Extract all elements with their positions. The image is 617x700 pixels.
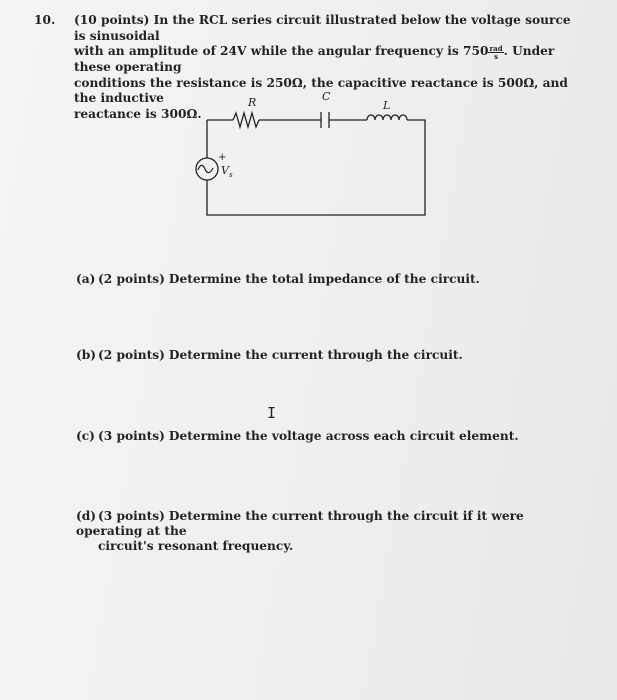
question-c-points: (3 points): [98, 429, 165, 443]
units-fraction: [488, 45, 503, 60]
problem-line-4: reactance is 300Ω.: [74, 106, 202, 121]
question-d: [76, 509, 576, 554]
units-denominator: s: [494, 52, 499, 61]
question-d-points: (3 points): [98, 509, 165, 523]
units-numerator: rad: [489, 44, 503, 53]
problem-line-3: conditions the resistance is 250Ω, the capacitive reactance is 500Ω, and the inductive: [74, 75, 568, 105]
text-cursor-icon: I: [267, 404, 277, 422]
problem-line-2a: with an amplitude of 24V while the angular frequency is 750: [74, 44, 489, 58]
capacitor-label: C: [322, 90, 331, 103]
rlc-circuit-diagram: [175, 88, 445, 223]
problem-number: 10.: [34, 13, 56, 27]
question-d-text: Determine the current through the circuit if it were operating at the: [76, 509, 524, 538]
question-a: [76, 272, 576, 287]
question-b: [76, 348, 576, 363]
problem-line-2b: . Under these operating: [74, 44, 555, 74]
problem-line-1: (10 points) In the RCL series circuit illustrated below the voltage source is sinusoidal: [74, 13, 571, 43]
question-a-points: (2 points): [98, 272, 165, 286]
inductor-label: L: [383, 99, 391, 112]
source-label: V: [221, 164, 229, 177]
sine-icon: [198, 165, 213, 172]
question-a-label: (a): [76, 272, 96, 286]
question-c-text: Determine the voltage across each circuit element.: [168, 429, 519, 443]
source-subscript: s: [229, 171, 233, 179]
question-d-label: (d): [76, 509, 97, 523]
question-b-text: Determine the current through the circuit.: [168, 348, 463, 362]
ac-source-symbol: [196, 158, 218, 180]
question-d-text-continued: circuit's resonant frequency.: [98, 539, 294, 553]
resistor-symbol: [233, 113, 259, 127]
problem-line-2: [74, 44, 574, 76]
wire-right-bottom: [207, 120, 425, 215]
resistor-label: R: [248, 96, 257, 109]
question-a-text: Determine the total impedance of the circuit.: [168, 272, 480, 286]
question-c: [76, 429, 576, 444]
inductor-symbol: [367, 115, 407, 120]
question-b-label: (b): [76, 348, 97, 362]
question-c-label: (c): [76, 429, 95, 443]
capacitor-symbol: [321, 112, 329, 128]
plus-sign: +: [218, 152, 227, 163]
question-b-points: (2 points): [98, 348, 165, 362]
